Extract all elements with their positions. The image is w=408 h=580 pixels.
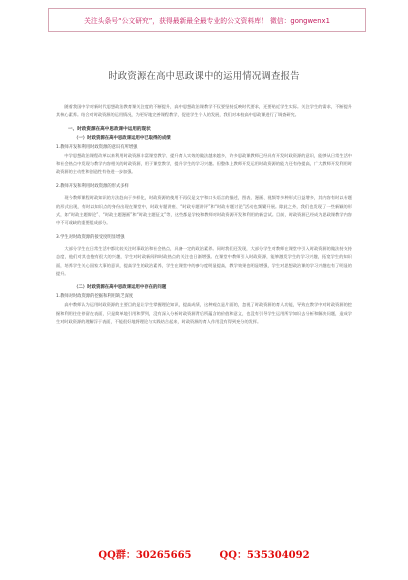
subsection-heading: （一）时政资源在高中思政课运用中已取得的成绩 xyxy=(74,135,171,141)
point-heading: 1.教师开发和利用时政资源的意识有所增强 xyxy=(56,144,138,150)
body-paragraph: 高中教师认为运用时政资源的主要目的是让学生掌握理论知识，提高成绩，这种观点是片面的，忽视了时政资源的育人功能，导致在教学中对时政资源的挖掘和利用往往停留在表面，只是简单地引用和罗列，没有深入分析时政资源背后所蕴含的价值和意义，也没有引导学生运用所学知识去分析和解决问题，造成学生对时政资源的理解浮于表面，不能很好地将理论与实践结合起来，时政资源的育人作用没有得到充分的发挥。 xyxy=(56,302,352,324)
section-heading: 一、时政资源在高中思政课中运用的现状 xyxy=(68,126,151,132)
qq-group-text: QQ群：30265665 xyxy=(98,550,192,561)
document-body xyxy=(56,103,352,326)
qq-number-text: QQ：535304092 xyxy=(219,550,310,561)
document-title: 时政资源在高中思政课中的运用情况调查报告 xyxy=(108,71,300,82)
header-banner xyxy=(48,8,366,32)
footer-contacts xyxy=(0,546,408,561)
subsection-heading: （二）时政资源在高中思政课运用中存在的问题 xyxy=(74,285,167,291)
body-paragraph: 现今教师课程时政知识的方法趋向于多样化，时政资源的使用不再仅是文字和口头语言的描述，图表、漫画、视频等多种形式日益增多，其内容有时以专题的形式出现，有时以知识点的身份出现在课堂中，时政专题讲座、“时政专题讲评”和“时政专题讨论”活动也频繁开展。除此之外，我们也发现了一些新颖的形式，如“时政主题辩论”、“时政主题漫画”和“时政主题征文”等，这些都是学校和教师对时政资源开发和利用的新尝试。目前，时政资源已经成为思政课教学内容中不可或缺的重要组成部分。 xyxy=(56,195,352,226)
point-heading: 1.教师对时政资源的挖掘和利用缺乏深度 xyxy=(56,294,134,300)
point-heading: 3.学生对时政资源的接受度明显增强 xyxy=(56,234,125,240)
banner-text: 关注头条号“公文研究”，获得最新最全最专业的公文资料库！ 微信：gongwenx1 xyxy=(84,17,330,25)
body-paragraph: 大部分学生在日常生活中都比较关注时事政治和社会热点，具备一定的政治素养。同时我们还发现，大部分学生对教师在课堂中引入时政资源的做法持支持态度，他们对其也抱有很大的兴趣，学生对时政新闻和时政热点的关注也日渐增强。在课堂中教师引入时政资源，能够激发学生的学习兴趣，拓宽学生的知识面，培养学生关心国家大事的意识，提高学生的政治素养，学生在课堂中的参与度明显提高，教学效果也明显增强，学生对思想政治课的学习兴趣也有了明显的提升。 xyxy=(56,246,352,276)
intro-paragraph: 随着我国中学对新时代思想政治教育课关注度的不断提升，高中思想政治课教学不仅要坚持反映时代要求，还要贴近学生实际。关注学生的需求，不断提升其核心素养。结合对时政资源的运用情况，为更好地完善课程教学，促进学生个人的发展，我们对本校高中思政课进行了调查研究。 xyxy=(56,104,352,118)
point-heading: 2.教师开发和利用时政资源的形式多样 xyxy=(56,183,129,189)
body-paragraph: 中学思想政治课程改革以来利用时政资源丰富课堂教学、提升育人实效的做法越来越多，许多思政课教师已经具有开发时政资源的意识，能够从日常生活中和社会热点中发现与教学内容相关的时政资源，用于课堂教学，提升学生的学习兴趣。但整体上教师开发运用时政资源的能力还有待提高，广大教师开发利用时政资源的主动性和创造性有待进一步加强。 xyxy=(56,152,352,175)
